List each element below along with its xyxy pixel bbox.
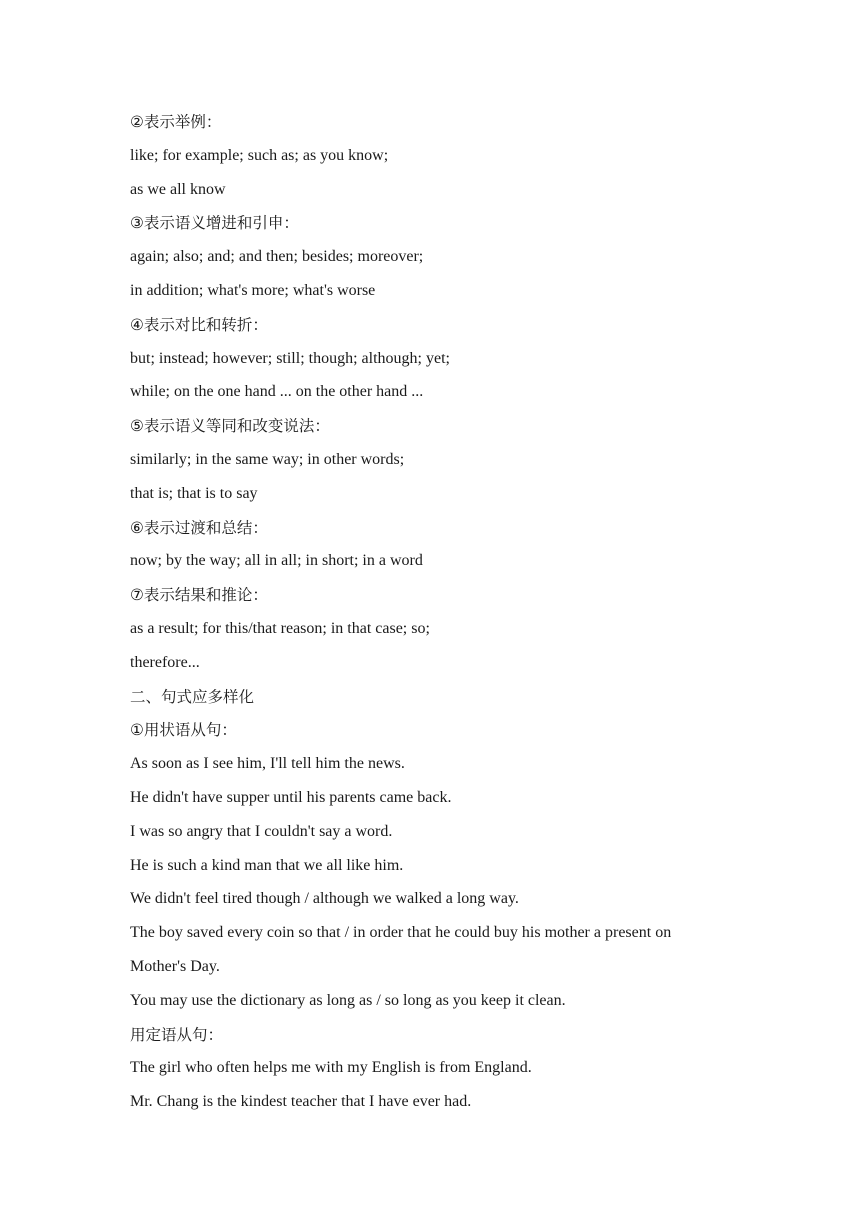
text-line: like; for example; such as; as you know; (130, 146, 389, 164)
example-sentence: You may use the dictionary as long as / so long as you keep it clean. (130, 991, 566, 1009)
example-sentence: He is such a kind man that we all like him. (130, 856, 404, 874)
example-sentence: He didn't have supper until his parents came back. (130, 788, 452, 806)
example-sentence: We didn't feel tired though / although we walked a long way. (130, 890, 519, 908)
heading-progression: ③表示语义增进和引申： (130, 214, 299, 233)
heading-contrast: ④表示对比和转折： (130, 315, 268, 334)
text-line: while; on the one hand ... on the other hand ... (130, 383, 424, 401)
heading-result: ⑦表示结果和推论： (130, 586, 268, 605)
text-line: in addition; what's more; what's worse (130, 281, 376, 299)
heading-attributive-clause: 用定语从句： (130, 1025, 224, 1044)
example-sentence: Mr. Chang is the kindest teacher that I have ever had. (130, 1093, 472, 1111)
text-line: that is; that is to say (130, 484, 258, 502)
example-sentence: I was so angry that I couldn't say a word. (130, 822, 393, 840)
example-sentence: As soon as I see him, I'll tell him the news. (130, 755, 405, 773)
example-sentence: The boy saved every coin so that / in order that he could buy his mother a present on (130, 924, 672, 942)
text-line: as we all know (130, 180, 226, 198)
text-line: again; also; and; and then; besides; moreover; (130, 248, 424, 266)
text-line: as a result; for this/that reason; in that case; so; (130, 619, 430, 637)
text-line: but; instead; however; still; though; although; yet; (130, 349, 450, 367)
document-body (130, 110, 740, 1124)
text-line: now; by the way; all in all; in short; in a word (130, 552, 423, 570)
heading-restatement: ⑤表示语义等同和改变说法： (130, 417, 330, 436)
heading-adverbial-clause: ①用状语从句： (130, 721, 237, 740)
heading-transition: ⑥表示过渡和总结： (130, 518, 268, 537)
text-line: similarly; in the same way; in other words; (130, 450, 405, 468)
example-sentence: The girl who often helps me with my English is from England. (130, 1059, 532, 1077)
example-sentence-continued: Mother's Day. (130, 957, 220, 975)
section-heading: 二、句式应多样化 (130, 687, 255, 706)
text-line: therefore... (130, 653, 200, 671)
heading-examples: ②表示举例： (130, 113, 222, 131)
